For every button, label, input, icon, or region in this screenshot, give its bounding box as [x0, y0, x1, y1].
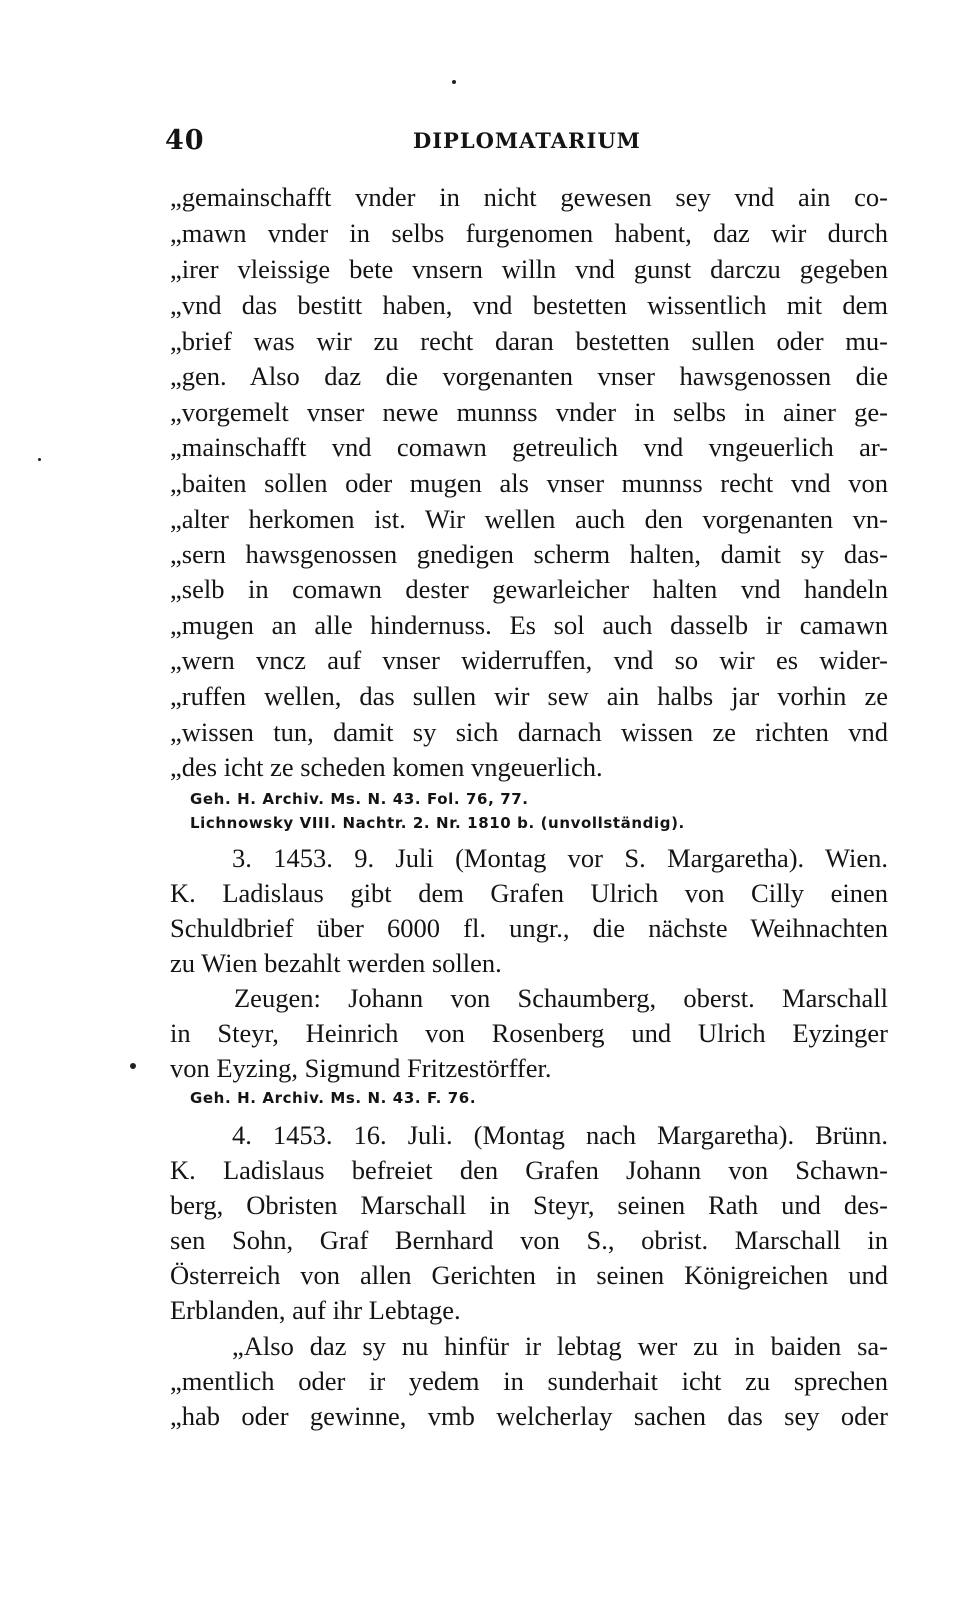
- text-line: „wissen tun, damit sy sich darnach wissen ze richten vnd: [170, 717, 888, 747]
- witness-line: Zeugen: Johann von Schaumberg, oberst. Marschall: [234, 983, 888, 1013]
- text-line: berg, Obristen Marschall in Steyr, seinen Rath und des-: [170, 1190, 888, 1220]
- page-number: 40: [165, 125, 205, 156]
- text-line: „gemainschafft vnder in nicht gewesen sey vnd ain co-: [170, 182, 888, 212]
- witness-line: in Steyr, Heinrich von Rosenberg und Ulrich Eyzinger: [170, 1018, 888, 1048]
- source-citation: Lichnowsky VIII. Nachtr. 2. Nr. 1810 b. (unvollständig).: [190, 814, 685, 832]
- text-line: sen Sohn, Graf Bernhard von S., obrist. Marschall in: [170, 1225, 888, 1255]
- text-line: Erblanden, auf ihr Lebtage.: [170, 1295, 461, 1325]
- witness-line: von Eyzing, Sigmund Fritzestörffer.: [170, 1053, 552, 1083]
- page-header: [165, 125, 890, 165]
- text-line: „gen. Also daz die vorgenanten vnser hawsgenossen die: [170, 361, 888, 391]
- margin-dot: [452, 80, 456, 84]
- running-title: DIPLOMATARIUM: [413, 128, 641, 153]
- quote-line: „hab oder gewinne, vmb welcherlay sachen das sey oder: [170, 1401, 888, 1431]
- text-line: „baiten sollen oder mugen als vnser munnss recht vnd von: [170, 468, 888, 498]
- text-line: „mainschafft vnd comawn getreulich vnd vngeuerlich ar-: [170, 432, 888, 462]
- text-line: „des icht ze scheden komen vngeuerlich.: [170, 752, 603, 782]
- text-line: „irer vleissige bete vnsern willn vnd gunst darczu gegeben: [170, 254, 888, 284]
- text-line: „wern vncz auf vnser widerruffen, vnd so wir es wider-: [170, 645, 888, 675]
- text-line: „sern hawsgenossen gnedigen scherm halten, damit sy das-: [170, 539, 888, 569]
- text-line: Schuldbrief über 6000 fl. ungr., die nächste Weihnachten: [170, 913, 888, 943]
- text-line: „ruffen wellen, das sullen wir sew ain halbs jar vorhin ze: [170, 681, 888, 711]
- text-line: „vorgemelt vnser newe munnss vnder in selbs in ainer ge-: [170, 397, 888, 427]
- margin-dot: [130, 1063, 136, 1069]
- margin-dot: [38, 458, 41, 461]
- source-citation: Geh. H. Archiv. Ms. N. 43. Fol. 76, 77.: [190, 790, 529, 808]
- text-line: „mawn vnder in selbs furgenomen habent, daz wir durch: [170, 218, 888, 248]
- quote-line: „mentlich oder ir yedem in sunderhait icht zu sprechen: [170, 1366, 888, 1396]
- entry-heading: 4. 1453. 16. Juli. (Montag nach Margaretha). Brünn.: [232, 1120, 888, 1150]
- text-line: Österreich von allen Gerichten in seinen Königreichen und: [170, 1260, 888, 1290]
- entry-heading: 3. 1453. 9. Juli (Montag vor S. Margaretha). Wien.: [232, 843, 888, 873]
- source-citation: Geh. H. Archiv. Ms. N. 43. F. 76.: [190, 1089, 477, 1107]
- text-line: „brief was wir zu recht daran bestetten sullen oder mu-: [170, 326, 888, 356]
- text-line: K. Ladislaus gibt dem Grafen Ulrich von Cilly einen: [170, 878, 888, 908]
- text-line: zu Wien bezahlt werden sollen.: [170, 948, 502, 978]
- quote-line: „Also daz sy nu hinfür ir lebtag wer zu in baiden sa-: [232, 1331, 888, 1361]
- text-line: „mugen an alle hindernuss. Es sol auch dasselb ir camawn: [170, 610, 888, 640]
- text-line: „selb in comawn dester gewarleicher halten vnd handeln: [170, 574, 888, 604]
- text-line: „alter herkomen ist. Wir wellen auch den vorgenanten vn-: [170, 504, 888, 534]
- text-line: K. Ladislaus befreiet den Grafen Johann von Schawn-: [170, 1155, 888, 1185]
- text-line: „vnd das bestitt haben, vnd bestetten wissentlich mit dem: [170, 290, 888, 320]
